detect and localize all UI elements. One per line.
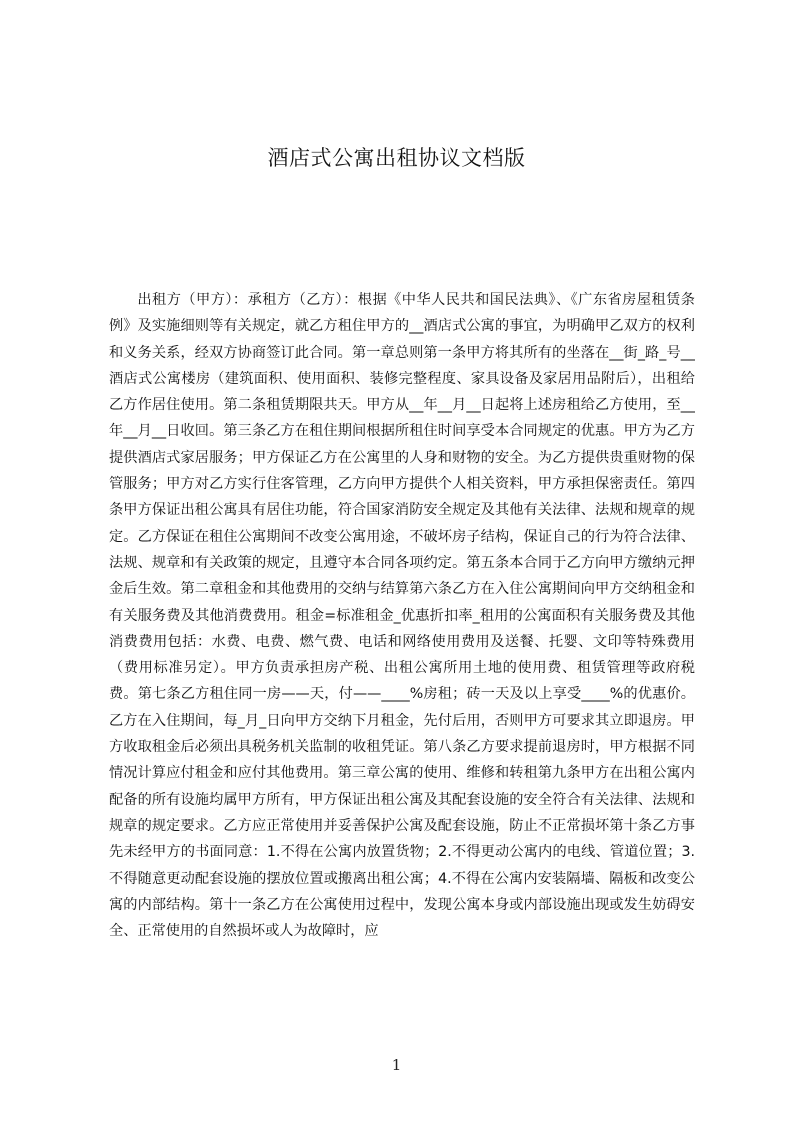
document-title: 酒店式公寓出租协议文档版 (267, 146, 526, 170)
document-body-paragraph: 出租方（甲方）：承租方（乙方）：根据《中华人民共和国民法典》、《广东省房屋租赁条例》及实施细则等有关规定，就乙方租住甲方的__酒店式公寓的事宜，为明确甲乙双方的权利和义务关系，经双方协商签订此合同。第一章总则第一条甲方将其所有的坐落在__街_路_号__酒店式公寓楼房（建筑面积、使用面积、装修完整程度、家具设备及家居用品附后），出租给乙方作居住使用。第二条租赁期限共天。甲方从__年__月__日起将上述房租给乙方使用，至__年__月__日收回。第三条乙方在租住期间根据所租住时间享受本合同规定的优惠。甲方为乙方提供酒店式家居服务；甲方保证乙方在公寓里的人身和财物的安全。为乙方提供贵重财物的保管服务；甲方对乙方实行住客管理，乙方向甲方提供个人相关资料，甲方承担保密责任。第四条甲方保证出租公寓具有居住功能，符合国家消防安全规定及其他有关法律、法规和规章的规定。乙方保证在租住公寓期间不改变公寓用途，不破坏房子结构，保证自己的行为符合法律、法规、规章和有关政策的规定，且遵守本合同各项约定。第五条本合同于乙方向甲方缴纳元押金后生效。第二章租金和其他费用的交纳与结算第六条乙方在入住公寓期间向甲方交纳租金和有关服务费及其他消费费用。租金=标准租金_优惠折扣率_租用的公寓面积有关服务费及其他消费费用包括：水费、电费、燃气费、电话和网络使用费用及送餐、托婴、文印等特殊费用（费用标准另定）。甲方负责承担房产税、出租公寓所用土地的使用费、租赁管理等政府税费。第七条乙方租住同一房——天，付——____%房租；砖一天及以上享受____%的优惠价。乙方在入住期间，每_月_日向甲方交纳下月租金，先付后用，否则甲方可要求其立即退房。甲方收取租金后必须出具税务机关监制的收租凭证。第八条乙方要求提前退房时，甲方根据不同情况计算应付租金和应付其他费用。第三章公寓的使用、维修和转租第九条甲方在出租公寓内配备的所有设施均属甲方所有，甲方保证出租公寓及其配套设施的安全符合有关法律、法规和规章的规定要求。乙方应正常使用并妥善保护公寓及配套设施，防止不正常损坏第十条乙方事先未经甲方的书面同意：1.不得在公寓内放置货物；2.不得更动公寓内的电线、管道位置；3.不得随意更动配套设施的摆放位置或搬离出租公寓；4.不得在公寓内安装隔墙、隔板和改变公寓的内部结构。第十一条乙方在公寓使用过程中，发现公寓本身或内部设施出现或发生妨碍安全、正常使用的自然损坏或人为故障时，应 (109, 292, 695, 940)
page-number: 1 (391, 1056, 402, 1074)
